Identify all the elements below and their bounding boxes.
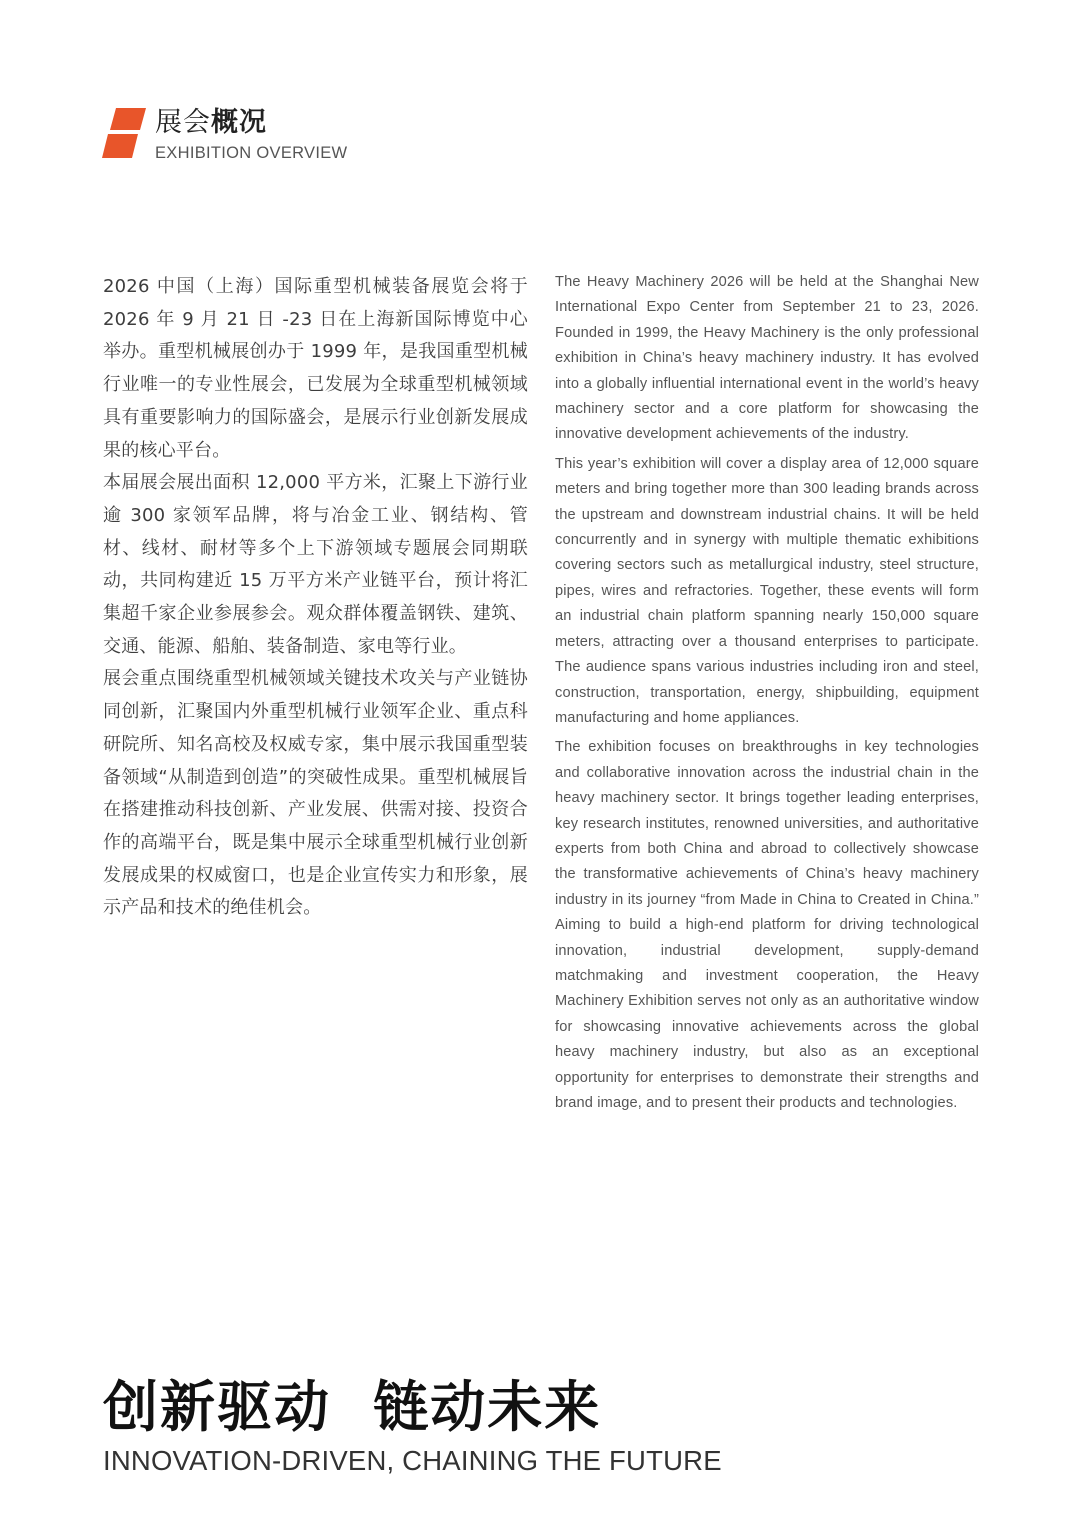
logo-gap [102,130,146,134]
zh-paragraph-2: 本届展会展出面积 12,000 平方米，汇聚上下游行业逾 300 家领军品牌，将与冶金工业、钢结构、管材、线材、耐材等多个上下游领域专题展会同期联动，共同构建近 15 万平方米产业链平台，预计将汇集超千家企业参展参会。观众群体覆盖钢铁、建筑、交通、能源、船舶、装备制造、家电等行业。 [103,472,528,657]
logo-top-parallelogram [110,108,146,130]
en-paragraph-3: The exhibition focuses on breakthroughs in key technologies and collaborative innovation across the industrial chain in the heavy machinery sector. It brings together leading enterprises, key research institutes, renowned universities, and authoritative experts from both China and abroad to collectively showcase the transformative achievements of China’s heavy machinery industry in its journey “from Made in China to Created in China.” Aiming to build a high-end platform for driving technological innovation, industrial development, supply-demand matchmaking and investment cooperation, the Heavy Machinery Exhibition serves not only as an authoritative window for showcasing innovative achievements across the global heavy machinery industry, but also as an exceptional opportunity for enterprises to demonstrate their strengths and brand image, and to present their products and technologies. [555,739,979,1111]
zh-paragraph-1: 2026 中国（上海）国际重型机械装备展览会将于 2026 年 9 月 21 日 -23 日在上海新国际博览中心举办。重型机械展创办于 1999 年，是我国重型机械行业唯一的专业性展会，已发展为全球重型机械领域具有重要影响力的国际盛会，是展示行业创新发展成果的核心平台。 [103,276,528,461]
section-title-zh-bold: 概况 [211,107,267,138]
en-paragraph-2: This year’s exhibition will cover a display area of 12,000 square meters and bring together more than 300 leading brands across the upstream and downstream industrial chains. It will be held concurrently and in synergy with multiple thematic exhibitions covering sectors such as metallurgical industry, steel structure, pipes, wires and refractories. Together, these events will form an industrial chain platform spanning nearly 150,000 square meters, attracting over a thousand enterprises to participate. The audience spans various industries including iron and steel, construction, transportation, energy, shipbuilding, equipment manufacturing and home appliances. [555,455,979,726]
en-paragraph-1: The Heavy Machinery 2026 will be held at the Shanghai New International Expo Center from September 21 to 23, 2026. Founded in 1999, the Heavy Machinery is the only professional exhibition in China’s heavy machinery industry. It has evolved into a globally influential international event in the world’s heavy machinery sector and a core platform for showcasing the innovative development achievements of the industry. [555,274,979,443]
zh-paragraph-3: 展会重点围绕重型机械领域关键技术攻关与产业链协同创新，汇聚国内外重型机械行业领军企业、重点科研院所、知名高校及权威专家，集中展示我国重型装备领域“从制造到创造”的突破性成果。重型机械展旨在搭建推动科技创新、产业发展、供需对接、投资合作的高端平台，既是集中展示全球重型机械行业创新发展成果的权威窗口，也是企业宣传实力和形象，展示产品和技术的绝佳机会。 [103,668,528,919]
section-header [155,106,347,164]
section-title-en: EXHIBITION OVERVIEW [155,144,348,162]
slogan-block [103,1372,722,1478]
chinese-text-column [103,271,528,925]
logo-bottom-parallelogram [102,134,138,158]
slogan-zh: 创新驱动 链动未来 [103,1375,602,1439]
section-title-zh-light: 展会 [155,107,211,138]
brand-logo-icon [102,108,146,158]
english-text-column [555,270,979,1120]
slogan-en: INNOVATION-DRIVEN, CHAINING THE FUTURE [103,1445,722,1476]
section-title-zh [155,106,347,140]
